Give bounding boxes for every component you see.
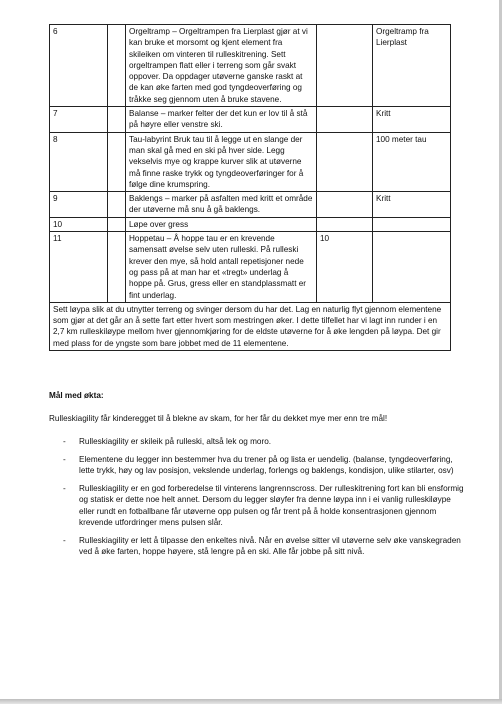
empty-cell — [108, 192, 126, 218]
row-number: 10 — [50, 217, 108, 231]
row-number: 8 — [50, 132, 108, 191]
exercise-description: Orgeltramp – Orgeltrampen fra Lierplast gjør at vi kan bruke et morsomt og kjent element fra skileiken om vinteren til rulleskitrening. Sett orgeltrampen flatt eller i terreng som går svakt oppover. Da oppdager utøverne ganske raskt at de kan øke farten med god tyngdeoverføring og tråkke seg gjennom uten å bruke stavene. — [126, 25, 317, 107]
table-note: Sett løypa slik at du utnytter terreng og svinger dersom du har det. Lag en naturlig flyt gjennom elementene som gjør at det går an å sette fart etter hvert som mestringen øker. I dette tilfellet har vi lagt inn runder i en 2,7 km rulleskiløype mellom hver gjennomkjøring for de eldste utøverne for å øke lengden på løypa. Det gir med plass for de yngste som bare jobbet med de 11 elementene. — [50, 302, 451, 350]
empty-cell — [108, 107, 126, 133]
exercise-description: Baklengs – marker på asfalten med kritt et område der utøverne må snu å gå baklengs. — [126, 192, 317, 218]
row-number: 11 — [50, 232, 108, 303]
row-number: 6 — [50, 25, 108, 107]
equipment-cell: 100 meter tau — [373, 132, 451, 191]
equipment-cell: Orgeltramp fra Lierplast — [373, 25, 451, 107]
list-item — [49, 454, 464, 477]
repetition-cell — [317, 107, 373, 133]
list-item — [49, 436, 464, 448]
list-item-text: Rulleskiagility er en god forberedelse til vinterens langrennscross. Der rulleskitrening fort kan bli ensformig og statisk er dette noe helt annet. Dersom du legger sløyfer fra denne løypa inn i ei vanlig rulleskiløype eller rundt en fotballbane får utøverne opp pulsen og får trent på å holde konsentrasjonen gjennom krevende utfordringer mens pulsen slår. — [79, 483, 464, 527]
exercise-description: Balanse – marker felter der det kun er lov til å stå på høyre eller venstre ski. — [126, 107, 317, 133]
section-intro: Rulleskiagility får kinderegget til å blekne av skam, for her får du dekket mye mer enn tre mål! — [49, 413, 388, 423]
exercise-description: Hoppetau – Å hoppe tau er en krevende samensatt øvelse selv uten rulleski. På rulleski krever den mye, så hold antall repetisjoner nede og pass på at man har et «tregt» underlag å hoppe på. Grus, gress eller en standplassmatt er fint underlag. — [126, 232, 317, 303]
empty-cell — [108, 217, 126, 231]
table-row — [50, 25, 451, 107]
equipment-cell — [373, 232, 451, 303]
exercise-table — [49, 24, 451, 351]
exercise-description: Tau-labyrint Bruk tau til å legge ut en slange der man skal gå med en ski på hver side. Legg vekselvis mye og krappe kurver slik at utøverne må finne raske trykk og tyngdeoverføringer for å følge dine krumspring. — [126, 132, 317, 191]
bullet-dash: - — [63, 535, 66, 545]
empty-cell — [108, 132, 126, 191]
bullet-dash: - — [63, 437, 66, 446]
repetition-cell — [317, 25, 373, 107]
table-row — [50, 232, 451, 303]
bullet-dash: - — [63, 454, 66, 464]
table-row — [50, 132, 451, 191]
goals-section — [49, 390, 464, 564]
list-item-text: Elementene du legger inn bestemmer hva du trener på og lista er uendelig. (balanse, tyngdeoverføring, lette trykk, høy og lav posisjon, vekslende underlag, forlengs og baklengs, kondisjon, ulike stilarter, osv) — [79, 454, 454, 475]
repetition-cell: 10 — [317, 232, 373, 303]
bullet-dash: - — [63, 483, 66, 493]
repetition-cell — [317, 217, 373, 231]
row-number: 9 — [50, 192, 108, 218]
list-item — [49, 535, 464, 558]
list-item-text: Rulleskiagility er lett å tilpasse den enkeltes nivå. Når en øvelse sitter vil utøverne selv øke vanskegraden ved å øke farten, hoppe høyere, stå lengre på en ski. Alle får jobbe på sitt nivå. — [79, 535, 461, 556]
equipment-cell — [373, 217, 451, 231]
page-shadow-bottom — [0, 699, 502, 704]
repetition-cell — [317, 192, 373, 218]
empty-cell — [108, 232, 126, 303]
table-row — [50, 107, 451, 133]
list-item-text: Rulleskiagility er skileik på rulleski, altså lek og moro. — [79, 437, 272, 446]
table-note-row — [50, 302, 451, 350]
table-row — [50, 217, 451, 231]
equipment-cell: Kritt — [373, 192, 451, 218]
equipment-cell: Kritt — [373, 107, 451, 133]
exercise-description: Løpe over gress — [126, 217, 317, 231]
section-heading: Mål med økta: — [49, 391, 104, 400]
empty-cell — [108, 25, 126, 107]
repetition-cell — [317, 132, 373, 191]
row-number: 7 — [50, 107, 108, 133]
table-row — [50, 192, 451, 218]
goals-list — [49, 436, 464, 558]
list-item — [49, 483, 464, 529]
